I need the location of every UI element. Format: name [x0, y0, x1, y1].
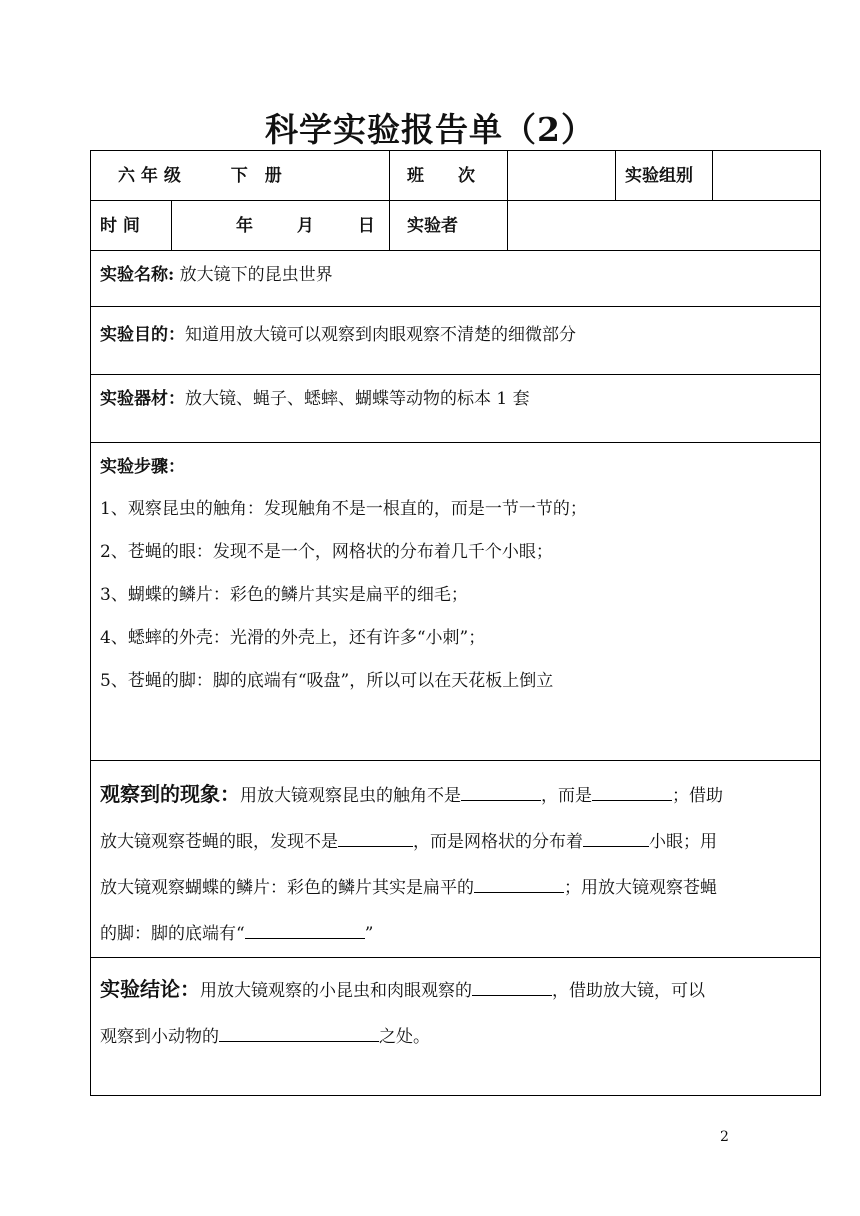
step-item: 5、苍蝇的脚：脚的底端有“吸盘”，所以可以在天花板上倒立	[100, 671, 554, 691]
answer-blank[interactable]	[219, 1021, 379, 1042]
materials-value: 放大镜、蝇子、蟋蟀、蝴蝶等动物的标本 1 套	[185, 389, 530, 409]
date-cell[interactable]	[172, 201, 390, 251]
volume-text: 下 册	[230, 165, 282, 186]
phenomena-line: 放大镜观察蝴蝶的鳞片：彩色的鳞片其实是扁平的 ；用放大镜观察苍蝇	[100, 865, 816, 911]
date-month: 月	[296, 215, 314, 236]
materials-row	[91, 375, 821, 443]
conclusion-label: 实验结论：	[100, 977, 200, 1001]
phenomena-cell	[91, 761, 821, 958]
phenomena-line: 放大镜观察苍蝇的眼，发现不是 ，而是网格状的分布着 小眼；用	[100, 819, 816, 865]
page-number: 2	[720, 1129, 729, 1145]
name-cell	[91, 251, 821, 307]
class-label: 班 次	[390, 151, 508, 201]
purpose-cell	[91, 307, 821, 375]
date-day: 日	[357, 215, 375, 236]
steps-label: 实验步骤：	[100, 457, 185, 477]
phenomena-line: 的脚：脚的底端有“ ”	[100, 911, 816, 957]
header-row	[91, 151, 821, 201]
materials-cell	[91, 375, 821, 443]
date-year: 年	[236, 215, 253, 236]
steps-cell	[91, 443, 821, 761]
class-value[interactable]	[508, 151, 616, 201]
name-row	[91, 251, 821, 307]
steps-row	[91, 443, 821, 761]
conclusion-line: 观察到小动物的 之处。	[100, 1014, 816, 1060]
purpose-value: 知道用放大镜可以观察到肉眼观察不清楚的细微部分	[185, 325, 576, 345]
grade-cell	[91, 151, 390, 201]
step-item: 1、观察昆虫的触角：发现触角不是一根直的，而是一节一节的；	[100, 499, 587, 519]
phenomena-label: 观察到的现象：	[100, 782, 240, 806]
experimenter-label: 实验者	[390, 201, 508, 251]
answer-blank[interactable]	[338, 826, 413, 847]
purpose-row	[91, 307, 821, 375]
step-item: 2、苍蝇的眼：发现不是一个，网格状的分布着几千个小眼；	[100, 542, 553, 562]
answer-blank[interactable]	[592, 780, 672, 801]
step-item: 3、蝴蝶的鳞片：彩色的鳞片其实是扁平的细毛；	[100, 585, 468, 605]
name-value: 放大镜下的昆虫世界	[174, 265, 333, 285]
conclusion-line: 实验结论：用放大镜观察的小昆虫和肉眼观察的 ，借助放大镜，可以	[100, 977, 705, 1001]
phenomena-row	[91, 761, 821, 958]
answer-blank[interactable]	[583, 826, 649, 847]
group-label: 实验组别	[616, 151, 713, 201]
experimenter-value[interactable]	[508, 201, 821, 251]
answer-blank[interactable]	[474, 872, 564, 893]
time-label: 时 间	[91, 201, 172, 251]
answer-blank[interactable]	[472, 975, 552, 996]
answer-blank[interactable]	[245, 918, 365, 939]
group-value[interactable]	[713, 151, 821, 201]
phenomena-line: 观察到的现象：用放大镜观察昆虫的触角不是 ，而是 ；借助	[100, 782, 723, 806]
name-label: 实验名称:	[100, 265, 175, 285]
time-row	[91, 201, 821, 251]
grade-text: 六 年 级	[118, 165, 181, 186]
page-title: 科学实验报告单（2）	[265, 110, 595, 149]
conclusion-cell	[91, 958, 821, 1096]
answer-blank[interactable]	[461, 780, 541, 801]
report-table	[90, 150, 821, 1096]
purpose-label: 实验目的：	[100, 325, 185, 345]
step-item: 4、蟋蟀的外壳：光滑的外壳上，还有许多“小刺”；	[100, 628, 486, 648]
conclusion-row	[91, 958, 821, 1096]
materials-label: 实验器材：	[100, 389, 185, 409]
